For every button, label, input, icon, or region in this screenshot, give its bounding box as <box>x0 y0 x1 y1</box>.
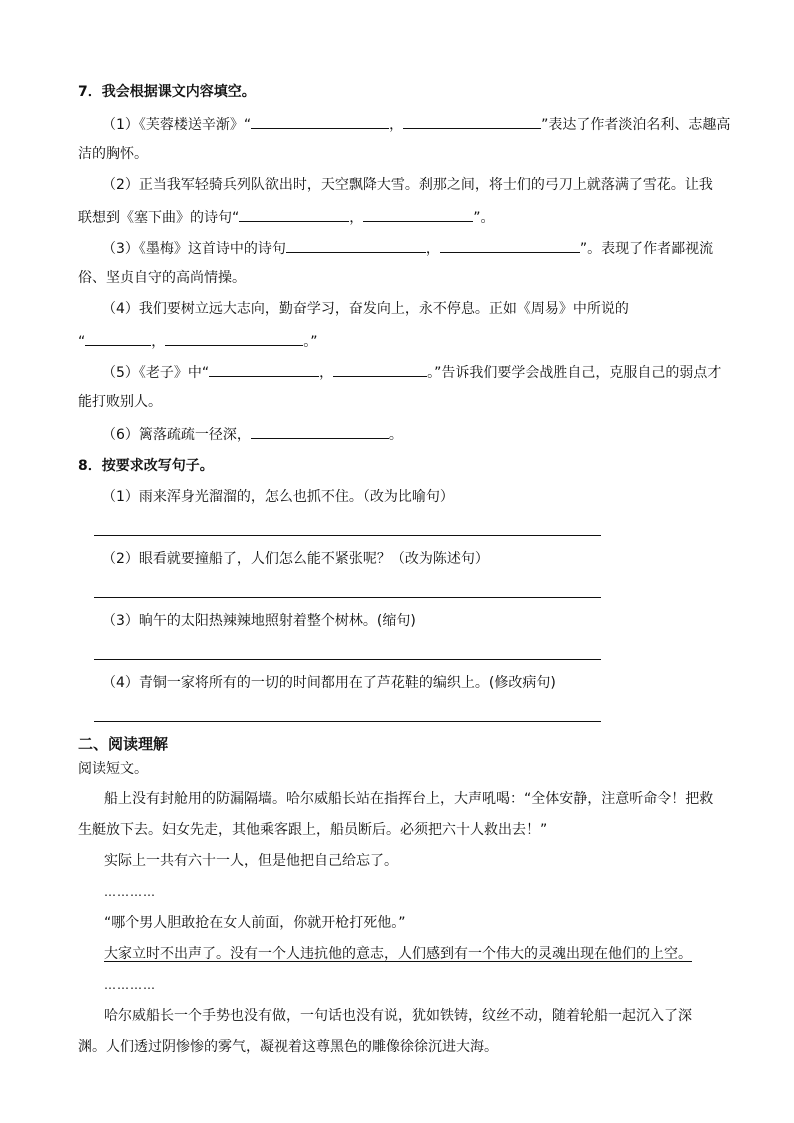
q8-answer-line-1[interactable] <box>94 535 601 536</box>
q7-1-text-c: 洁的胸怀。 <box>78 146 148 162</box>
q7-1-blank-2[interactable] <box>403 113 541 129</box>
q7-title: 7．我会根据课文内容填空。 <box>78 84 256 100</box>
q7-2-text-a: （2）正当我军轻骑兵列队欲出时，天空飘降大雪。刹那之间，将士们的弓刀上就落满了雪花。让我 <box>102 177 713 193</box>
q8-answer-line-4[interactable] <box>94 721 601 722</box>
q8-title: 8．按要求改写句子。 <box>78 458 214 474</box>
ellipsis-2: ………… <box>104 978 156 992</box>
q8-answer-line-3[interactable] <box>94 659 601 660</box>
q8-item-2: （2）眼看就要撞船了，人们怎么能不紧张呢？（改为陈述句） <box>102 551 489 567</box>
passage-p2: 实际上一共有六十一人，但是他把自己给忘了。 <box>104 853 398 869</box>
q7-2-blank-1[interactable] <box>239 206 349 222</box>
q7-4-open-quote: “ <box>78 334 86 350</box>
q7-item-2 <box>78 206 495 228</box>
q7-item-3 <box>102 237 713 259</box>
q7-5-sep: ， <box>319 365 334 381</box>
q7-3-blank-2[interactable] <box>440 237 580 253</box>
reading-intro: 阅读短文。 <box>78 761 148 777</box>
passage-p4-underlined: 大家立时不出声了。没有一个人违抗他的意志，人们感到有一个伟大的灵魂出现在他们的上空。 <box>104 946 692 962</box>
q7-item-1 <box>102 113 730 135</box>
passage-p1-line2: 生艇放下去。妇女先走，其他乘客跟上，船员断后。必须把六十人救出去！” <box>78 822 548 838</box>
q7-4-blank-2[interactable] <box>165 330 303 346</box>
q7-3-text-a: （3）《墨梅》这首诗中的诗句 <box>102 241 286 257</box>
q8-item-1: （1）雨来浑身光溜溜的，怎么也抓不住。（改为比喻句） <box>102 489 454 505</box>
q7-2-text-b: 联想到《塞下曲》的诗句“ <box>78 210 240 226</box>
q7-5-text-b: 。”告诉我们要学会战胜自己，克服自己的弱点才 <box>427 365 722 381</box>
passage-p1-line1: 船上没有封舱用的防漏隔墙。哈尔威船长站在指挥台上，大声吼喝：“全体安静，注意听命令！把救 <box>104 791 714 807</box>
q7-2-sep: ， <box>349 210 364 226</box>
q7-3-text-c: 俗、坚贞自守的高尚情操。 <box>78 270 246 286</box>
q8-item-4: （4）青铜一家将所有的一切的时间都用在了芦花鞋的编织上。(修改病句) <box>102 675 556 691</box>
q7-5-blank-2[interactable] <box>333 361 427 377</box>
q7-1-sep: ， <box>389 117 404 133</box>
q7-3-text-b: ”。表现了作者鄙视流 <box>579 241 714 257</box>
q7-4-text-a: （4）我们要树立远大志向，勤奋学习，奋发向上，永不停息。正如《周易》中所说的 <box>102 301 629 317</box>
q7-1-blank-1[interactable] <box>251 113 389 129</box>
q8-item-3: （3）晌午的太阳热辣辣地照射着整个树林。(缩句) <box>102 613 416 629</box>
q7-item-5 <box>102 361 721 383</box>
q7-item-6 <box>102 423 403 445</box>
passage-p5-line2: 渊。人们透过阴惨惨的雾气，凝视着这尊黑色的雕像徐徐沉进大海。 <box>78 1039 498 1055</box>
q7-6-blank[interactable] <box>251 423 389 439</box>
q7-2-text-c: ”。 <box>473 210 495 226</box>
q7-4-end: 。” <box>303 334 318 350</box>
passage-p3: “哪个男人胆敢抢在女人前面，你就开枪打死他。” <box>104 915 406 931</box>
q8-answer-line-2[interactable] <box>94 597 601 598</box>
q7-6-text-a: （6）篱落疏疏一径深， <box>102 427 251 443</box>
q7-4-sep: ， <box>151 334 166 350</box>
q7-1-text-a: （1）《芙蓉楼送辛渐》“ <box>102 117 252 133</box>
q7-3-sep: ， <box>425 241 440 257</box>
q7-5-blank-1[interactable] <box>209 361 319 377</box>
q7-item-4 <box>78 330 318 352</box>
q7-2-blank-2[interactable] <box>363 206 473 222</box>
q7-4-blank-1[interactable] <box>85 330 151 346</box>
q7-6-end: 。 <box>388 427 403 443</box>
q7-3-blank-1[interactable] <box>286 237 426 253</box>
q7-1-text-b: ”表达了作者淡泊名利、志趣高 <box>541 117 731 133</box>
passage-p5-line1: 哈尔威船长一个手势也没有做，一句话也没有说，犹如铁铸，纹丝不动，随着轮船一起沉入了深 <box>104 1008 692 1024</box>
section-heading: 二、阅读理解 <box>78 735 169 753</box>
q7-5-text-a: （5）《老子》中“ <box>102 365 210 381</box>
ellipsis-1: ………… <box>104 885 156 899</box>
q7-5-text-c: 能打败别人。 <box>78 394 162 410</box>
